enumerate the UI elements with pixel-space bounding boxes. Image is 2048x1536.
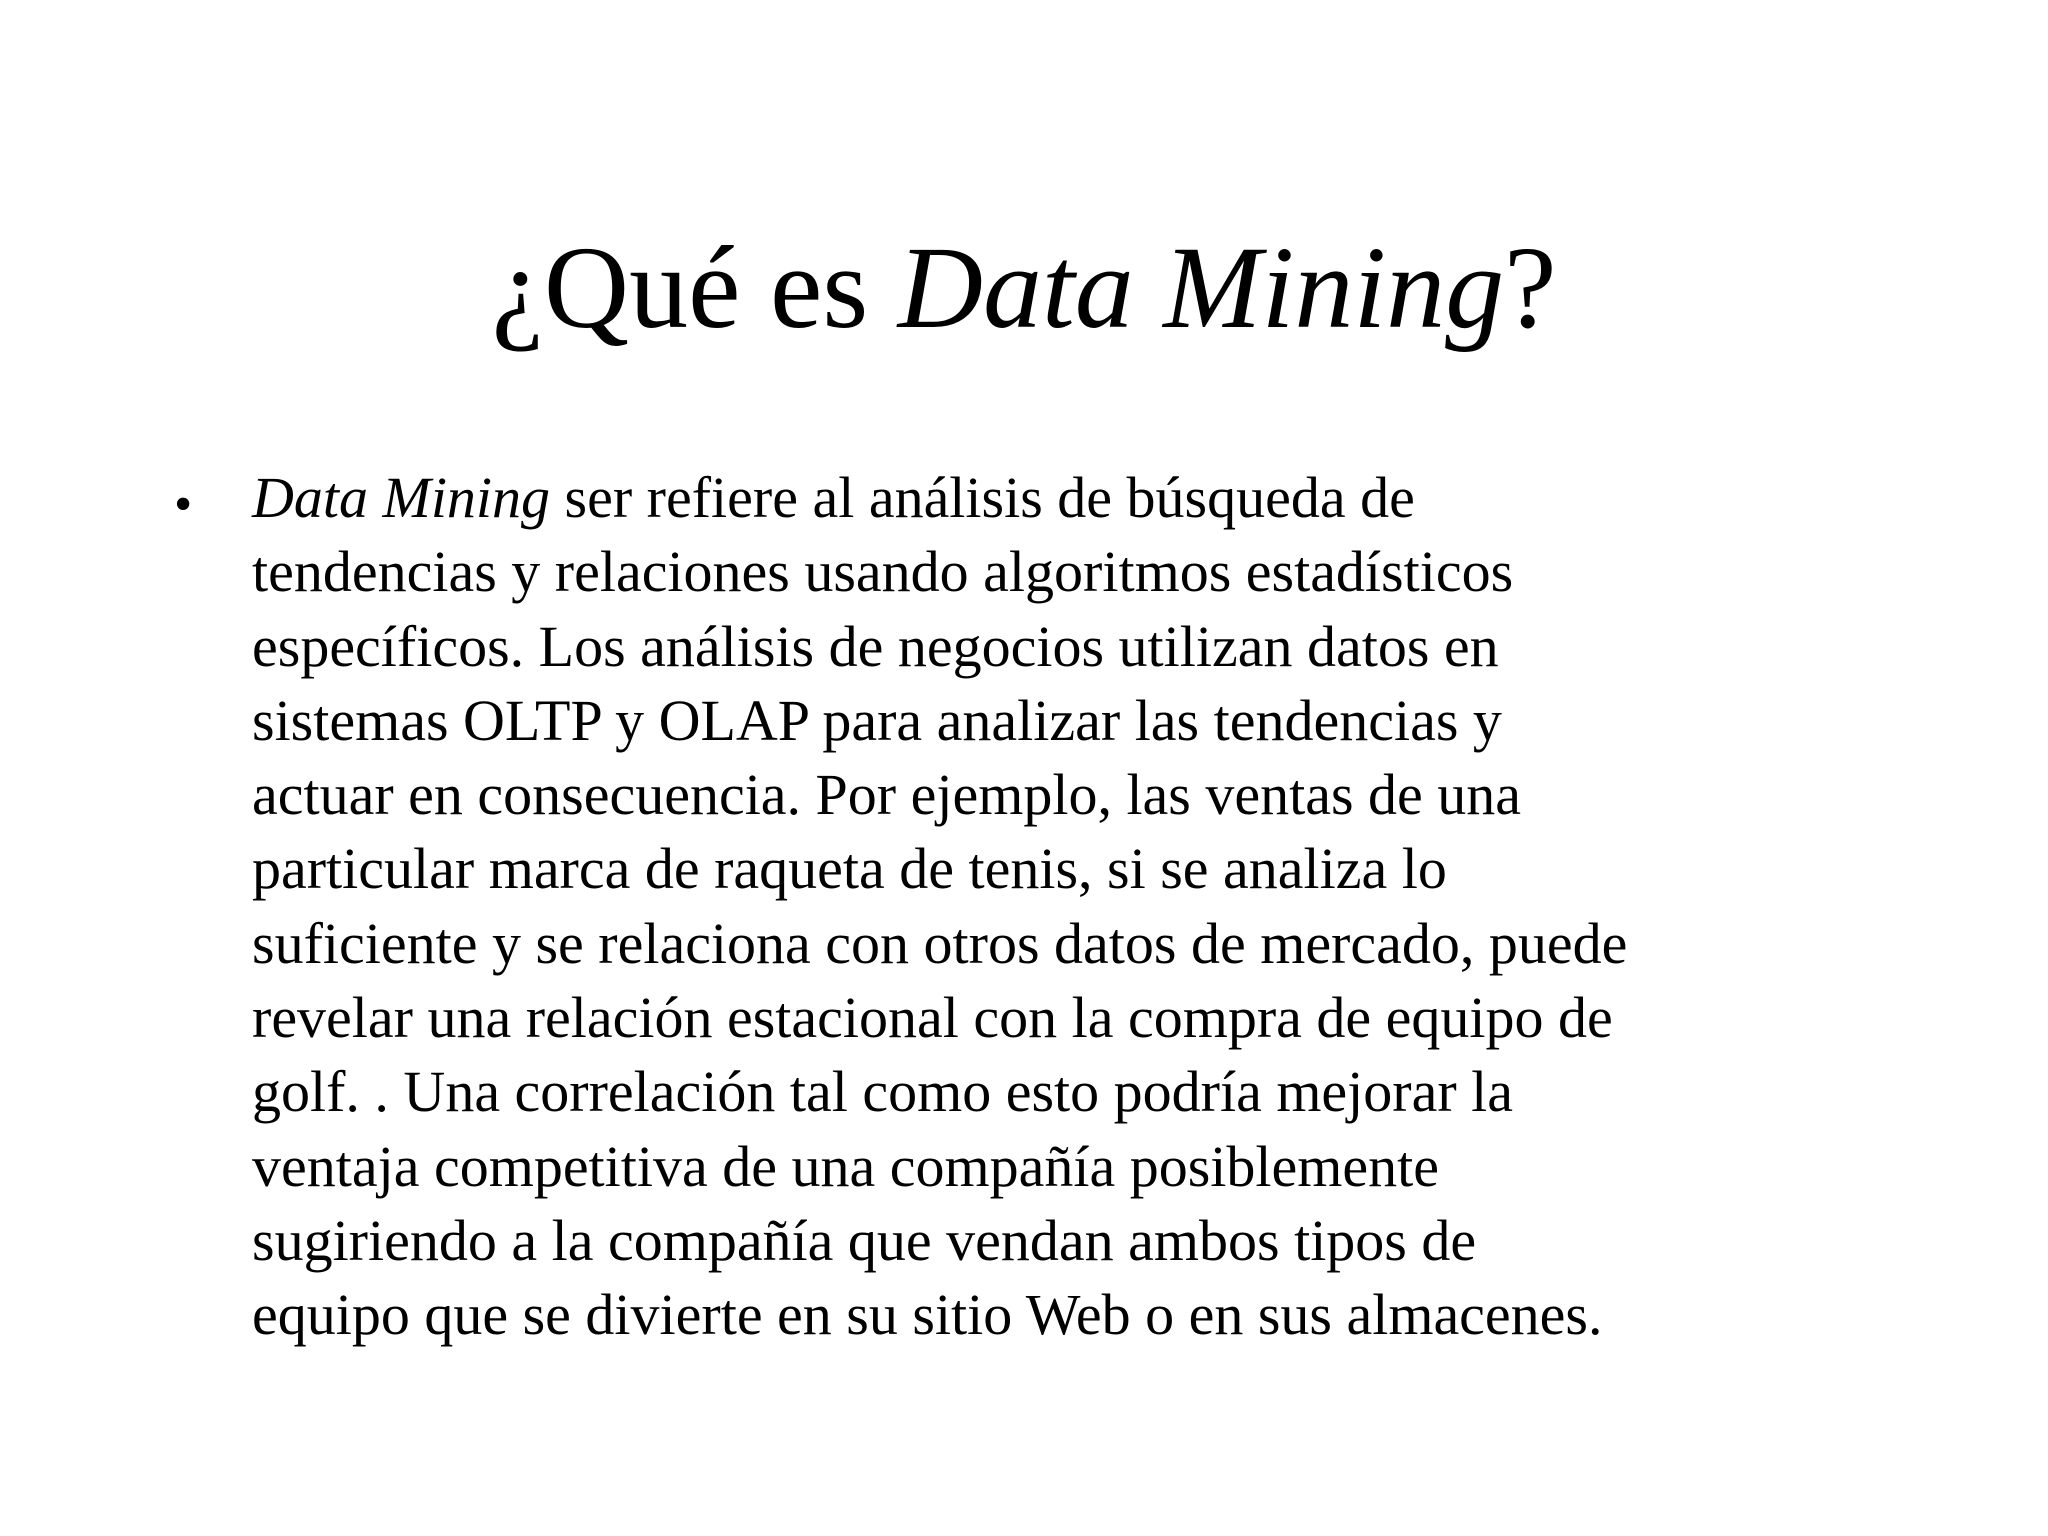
paragraph-line-12: equipo que se divierte en su sitio Web o en sus almacenes. (252, 1282, 1603, 1348)
title-prefix: ¿Qué es (491, 222, 898, 353)
paragraph-line-2: tendencias y relaciones usando algoritmos estadísticos (252, 539, 1514, 605)
paragraph-line-5: actuar en consecuencia. Por ejemplo, las ventas de una (252, 762, 1522, 828)
paragraph-line-10: ventaja competitiva de una compañía posiblemente (252, 1133, 1439, 1199)
paragraph-line-4: sistemas OLTP y OLAP para analizar las tendencias y (252, 687, 1502, 753)
title-italic-term: Data Mining (897, 222, 1505, 353)
bullet-marker: • (174, 476, 193, 533)
italic-lead-term: Data Mining (252, 465, 551, 530)
paragraph-line-9: golf. . Una correlación tal como esto podría mejorar la (252, 1059, 1514, 1125)
paragraph-line-6: particular marca de raqueta de tenis, si se analiza lo (252, 836, 1447, 902)
paragraph-line-7: suficiente y se relaciona con otros datos de mercado, puede (252, 910, 1628, 976)
paragraph-line-11: sugiriendo a la compañía que vendan ambos tipos de (252, 1207, 1477, 1273)
title-suffix: ? (1504, 222, 1557, 353)
paragraph-line-8: revelar una relación estacional con la compra de equipo de (252, 985, 1613, 1051)
paragraph-line-3: específicos. Los análisis de negocios utilizan datos en (252, 613, 1499, 679)
bullet-paragraph (252, 461, 1992, 1353)
slide-title (0, 218, 2048, 358)
paragraph-line-1: Data Mining ser refiere al análisis de búsqueda de (252, 465, 1415, 530)
